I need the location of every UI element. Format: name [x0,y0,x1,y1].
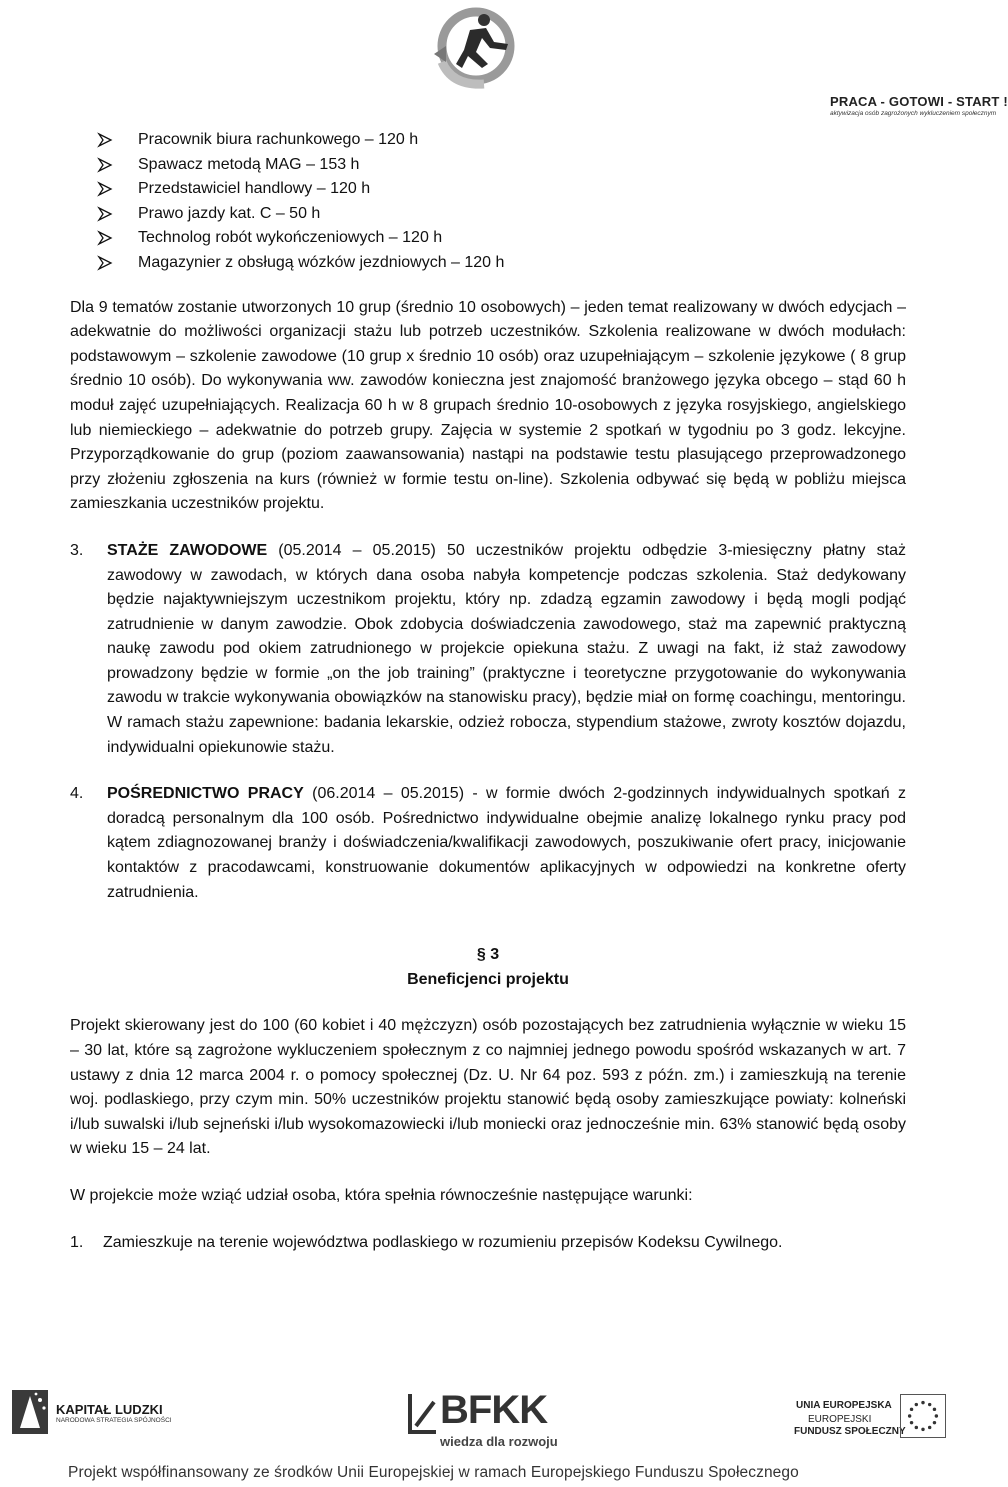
arrowhead-bullet-icon [98,182,112,196]
bfkk-logo-icon [408,1392,438,1436]
item-number: 4. [70,785,84,803]
arrowhead-bullet-icon [98,207,112,221]
item-job-placement [70,782,906,905]
paragraph-conditions: W projekcie może wziąć udział osoba, która spełnia równocześnie następujące warunki: [70,1186,693,1204]
list-item [138,177,906,202]
praca-gotowi-start-logo [412,2,1008,122]
course-list [70,128,906,276]
document-body [70,128,906,1255]
ue-line-1: UNIA EUROPEJSKA [796,1400,892,1411]
bfkk-tagline: wiedza dla rozwoju [440,1434,558,1449]
list-item [138,128,906,153]
item-heading: POŚREDNICTWO PRACY [107,785,304,803]
condition-item [70,1231,906,1256]
logo-title: PRACA - GOTOWI - START ! [830,94,1008,109]
eu-flag-icon [900,1394,946,1438]
item-internships [70,539,906,760]
list-item-text: Magazynier z obsługą wózków jezdniowych – 120 h [138,253,505,271]
arrowhead-bullet-icon [98,133,112,147]
ue-line-3: FUNDUSZ SPOŁECZNY [794,1426,906,1437]
ue-line-2: EUROPEJSKI [808,1414,872,1425]
list-item [138,202,906,227]
section-symbol: § 3 [476,946,500,964]
list-item [138,226,906,251]
cofinancing-note: Projekt współfinansowany ze środków Unii Europejskiej w ramach Europejskiego Funduszu Społecznego [68,1464,799,1481]
paragraph-beneficiaries: Projekt skierowany jest do 100 (60 kobiet i 40 mężczyzn) osób pozostających bez zatrudnienia wyłącznie w wieku 15 – 30 lat, które są zagrożone wykluczeniem społecznym z co najmniej jednego powodu spośród wskazanych w art. 7 ustawy z dnia 12 marca 2004 r. o pomocy społecznej (Dz. U. Nr 64 poz. 593 z późn. zm.) i zamieszkują na terenie woj. podlaskiego, przy czym min. 50% uczestników projektu stanowić będą osoby zamieszkujące powiaty: kolneński i/lub suwalski i/lub sejneński i/lub wysokomazowiecki i/lub moniecki oraz jednocześnie min. 63% stanowić będą osoby w wieku 15 – 24 lat. [70,1017,906,1158]
page-footer [0,1380,960,1487]
bfkk-name: BFKK [440,1388,548,1432]
kl-subtitle: NARODOWA STRATEGIA SPÓJNOŚCI [56,1417,172,1424]
section-title: Beneficjenci projektu [407,970,569,988]
list-item-text: Technolog robót wykończeniowych – 120 h [138,229,443,247]
list-item-text: Pracownik biura rachunkowego – 120 h [138,131,419,148]
arrowhead-bullet-icon [98,256,112,270]
kapital-ludzki-logo-icon [10,1388,52,1438]
logo-subtitle: aktywizacja osób zagrożonych wykluczeniem społecznym [830,110,997,117]
item-number: 1. [70,1233,84,1251]
paragraph-groups: Dla 9 tematów zostanie utworzonych 10 grup (średnio 10 osobowych) – jeden temat realizowany w dwóch edycjach – adekwatnie do możliwości organizacji stażu lub potrzeb uczestników. Szkolenia realizowane w dwóch modułach: podstawowym – szkolenie zawodowe (10 grup x średnio 10 osób) oraz uzupełniającym – szkolenie językowe ( 8 grup średnio 10 osób). Do wykonywania ww. zawodów konieczna jest znajomość branżowego języka obcego – stąd 60 h moduł zajęć uzupełniających. Realizacja 60 h w 8 grupach średnio 10-osobowych z języka rosyjskiego, angielskiego lub niemieckiego – adekwatnie do potrzeb grupy. Zajęcia w systemie 2 spotkań w tygodniu po 3 godz. lekcyjne. Przyporządkowanie do grup (poziom zaawansowania) nastąpi na podstawie testu plasującego przeprowadzonego przy złożeniu zgłoszenia na kurs (również w formie testu on-line). Szkolenia odbywać się będą w pobliżu miejsca zamieszkania uczestników projektu. [70,298,906,513]
kl-title: KAPITAŁ LUDZKI [56,1402,163,1417]
list-item-text: Spawacz metodą MAG – 153 h [138,155,360,173]
runner-logo-icon [412,2,562,97]
arrowhead-bullet-icon [98,158,112,172]
list-item-text: Prawo jazdy kat. C – 50 h [138,204,321,222]
arrowhead-bullet-icon [98,231,112,245]
item-heading: STAŻE ZAWODOWE [107,541,268,559]
item-number: 3. [70,541,84,559]
list-item [138,153,906,178]
list-item [138,251,906,276]
item-text: Zamieszkuje na terenie województwa podlaskiego w rozumieniu przepisów Kodeksu Cywilnego. [103,1233,783,1251]
item-text: (06.2014 – 05.2015) - w formie dwóch 2-godzinnych indywidualnych spotkań z doradcą personalnym dla 100 osób. Pośrednictwo indywidualne obejmie analizę lokalnego rynku pracy pod kątem zdiagnozowanej branży i doświadczenia/kwalifikacji zawodowych, poszukiwanie ofert pracy, inicjowanie kontaktów z pracodawcami, konstruowanie dokumentów aplikacyjnych w odpowiedzi na konkretne oferty zatrudnienia. [107,785,906,901]
list-item-text: Przedstawiciel handlowy – 120 h [138,180,371,198]
item-text: (05.2014 – 05.2015) 50 uczestników projektu odbędzie 3-miesięczny płatny staż zawodowy w zawodach, w których dana osoba nabyła kompetencje podczas szkolenia. Staż dedykowany będzie najaktywniejszym uczestnikom projektu, który np. zdadzą egzamin zawodowy i będą mogli podjąć zatrudnienie w danym zawodzie. Obok zdobycia doświadczenia zawodowego, staż ma zapewnić praktyczną naukę zawodu pod okiem zatrudnionego w projekcie opiekuna stażu. Z uwagi na fakt, iż staż zawodowy prowadzony będzie w formie „on the job training” (praktyczne i teoretyczne przygotowanie do wykonywania zawodu w trakcie wykonywania obowiązków na stanowisku pracy), będzie miał on formę coachingu, mentoringu. W ramach stażu zapewnione: badania lekarskie, odzież robocza, stypendium stażowe, zwroty kosztów dojazdu, indywidualni opiekunowie stażu. [107,541,907,756]
